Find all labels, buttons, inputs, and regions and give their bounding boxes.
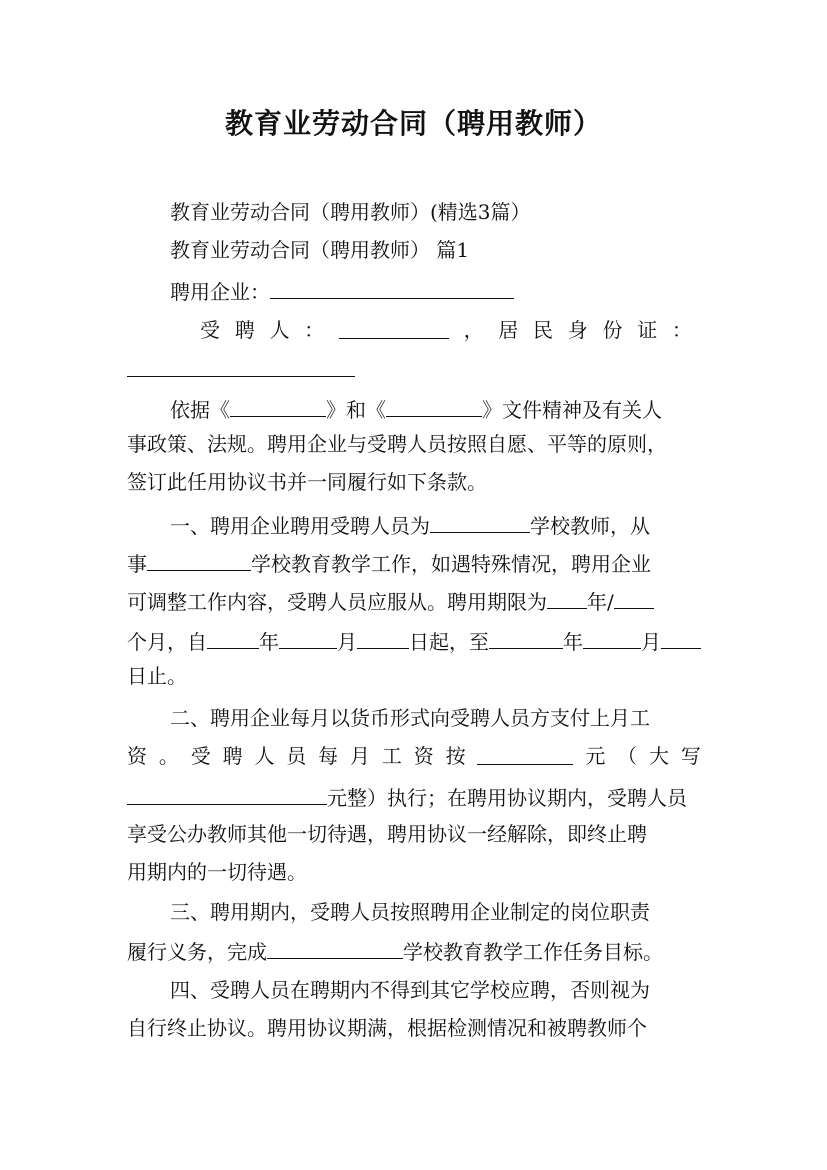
clause-text: 学校教育教学工作任务目标。 [403,940,663,964]
clause-text: 年 [563,630,583,654]
employee-label-char: 人 [269,318,290,342]
resident-id-char: 份 [602,318,623,342]
clause-char: （ [617,744,638,768]
clause-text: 日起，至 [409,630,489,654]
clause1-line-4 [127,626,701,656]
part-subtitle: 教育业劳动合同（聘用教师） 篇1 [170,238,470,262]
basis-line-3: 签订此任用协议书并一同履行如下条款。 [127,470,487,494]
clause-text: 月 [641,630,661,654]
clause-char: 元 [585,744,606,768]
employer-blank[interactable] [270,276,514,299]
clause-text: 年/ [587,590,614,614]
clause2-line-4: 享受公办教师其他一切待遇，聘用协议一经解除，即终止聘 [127,822,647,846]
start-month-blank[interactable] [279,626,337,649]
doc-name-blank-1[interactable] [230,394,326,417]
clause4-line-1: 四、受聘人员在聘期内不得到其它学校应聘，否则视为 [170,978,650,1002]
clause-text: 个月，自 [127,630,207,654]
start-year-blank[interactable] [207,626,259,649]
clause-text: 学校教育教学工作，如遇特殊情况，聘用企业 [251,552,651,576]
clause3-line-2 [127,936,663,966]
resident-id-char: 身 [567,318,588,342]
clause2-line-3 [127,782,687,812]
employee-name-blank[interactable] [339,316,449,339]
school-name-blank[interactable] [430,510,530,533]
clause-char: 员 [286,744,307,768]
term-years-blank[interactable] [547,586,587,609]
clause-text: 元整）执行；在聘用协议期内，受聘人员 [327,786,687,810]
doc-name-blank-2[interactable] [386,394,482,417]
salary-amount-blank[interactable] [477,742,573,765]
employer-row [170,276,514,306]
clause-text: 月 [337,630,357,654]
resident-id-char: 居 [498,318,519,342]
clause-char: 人 [254,744,275,768]
clause1-line-1 [170,510,650,540]
employee-label-char: ： [304,318,325,342]
clause3-line-1: 三、聘用期内，受聘人员按照聘用企业制定的岗位职责 [170,900,650,924]
clause-char: 按 [445,744,466,768]
resident-id-char: ： [671,318,692,342]
clause-char: 资 [127,744,147,768]
clause-text: 履行义务，完成 [127,940,267,964]
basis-text: 》和《 [326,398,386,422]
school-work-blank[interactable] [147,548,251,571]
basis-line-2: 事政策、法规。聘用企业与受聘人员按照自愿、平等的原则， [127,432,667,456]
clause2-line-1: 二、聘用企业每月以货币形式向受聘人员方支付上月工 [170,706,650,730]
clause-char: 聘 [222,744,243,768]
employee-label-char: 聘 [234,318,255,342]
resident-id-char: 证 [637,318,658,342]
clause-text: 可调整工作内容，受聘人员应服从。聘用期限为 [127,590,547,614]
clause-char: 每 [318,744,339,768]
document-title: 教育业劳动合同（聘用教师） [224,107,602,140]
resident-id-blank[interactable] [127,354,355,377]
clause-char: 写 [680,744,701,768]
employee-row [200,316,692,344]
employer-label: 聘用企业： [170,280,270,304]
basis-text: 》文件精神及有关人 [482,398,662,422]
clause-char: 月 [350,744,371,768]
end-year-blank[interactable] [489,626,563,649]
clause2-line-5: 用期内的一切待遇。 [127,860,307,884]
salary-uppercase-blank[interactable] [127,782,327,805]
term-months-blank[interactable] [614,586,654,609]
clause-char: 资 [413,744,434,768]
resident-id-row [127,354,355,384]
basis-line-1 [170,394,662,424]
start-day-blank[interactable] [357,626,409,649]
clause-text: 年 [259,630,279,654]
end-month-blank[interactable] [583,626,641,649]
resident-id-char: 民 [533,318,554,342]
clause-text: 事 [127,552,147,576]
clause-char: 工 [381,744,402,768]
clause1-line-5: 日止。 [127,664,187,688]
clause2-line-2 [127,742,701,770]
clause4-line-2: 自行终止协议。聘用协议期满，根据检测情况和被聘教师个 [127,1016,647,1040]
clause-text: 一、聘用企业聘用受聘人员为 [170,514,430,538]
employee-label-char: 受 [200,318,220,342]
clause-char: 受 [190,744,211,768]
basis-text: 依据《 [170,398,230,422]
clause-text: 学校教师，从 [530,514,650,538]
clause-char: 。 [158,744,179,768]
end-day-blank[interactable] [661,626,701,649]
resident-id-char: ， [463,318,484,342]
clause1-line-2 [127,548,651,578]
work-target-blank[interactable] [267,936,403,959]
clause1-line-3 [127,586,654,616]
clause-char: 大 [649,744,670,768]
collection-subtitle: 教育业劳动合同（聘用教师）(精选3篇） [170,200,531,224]
